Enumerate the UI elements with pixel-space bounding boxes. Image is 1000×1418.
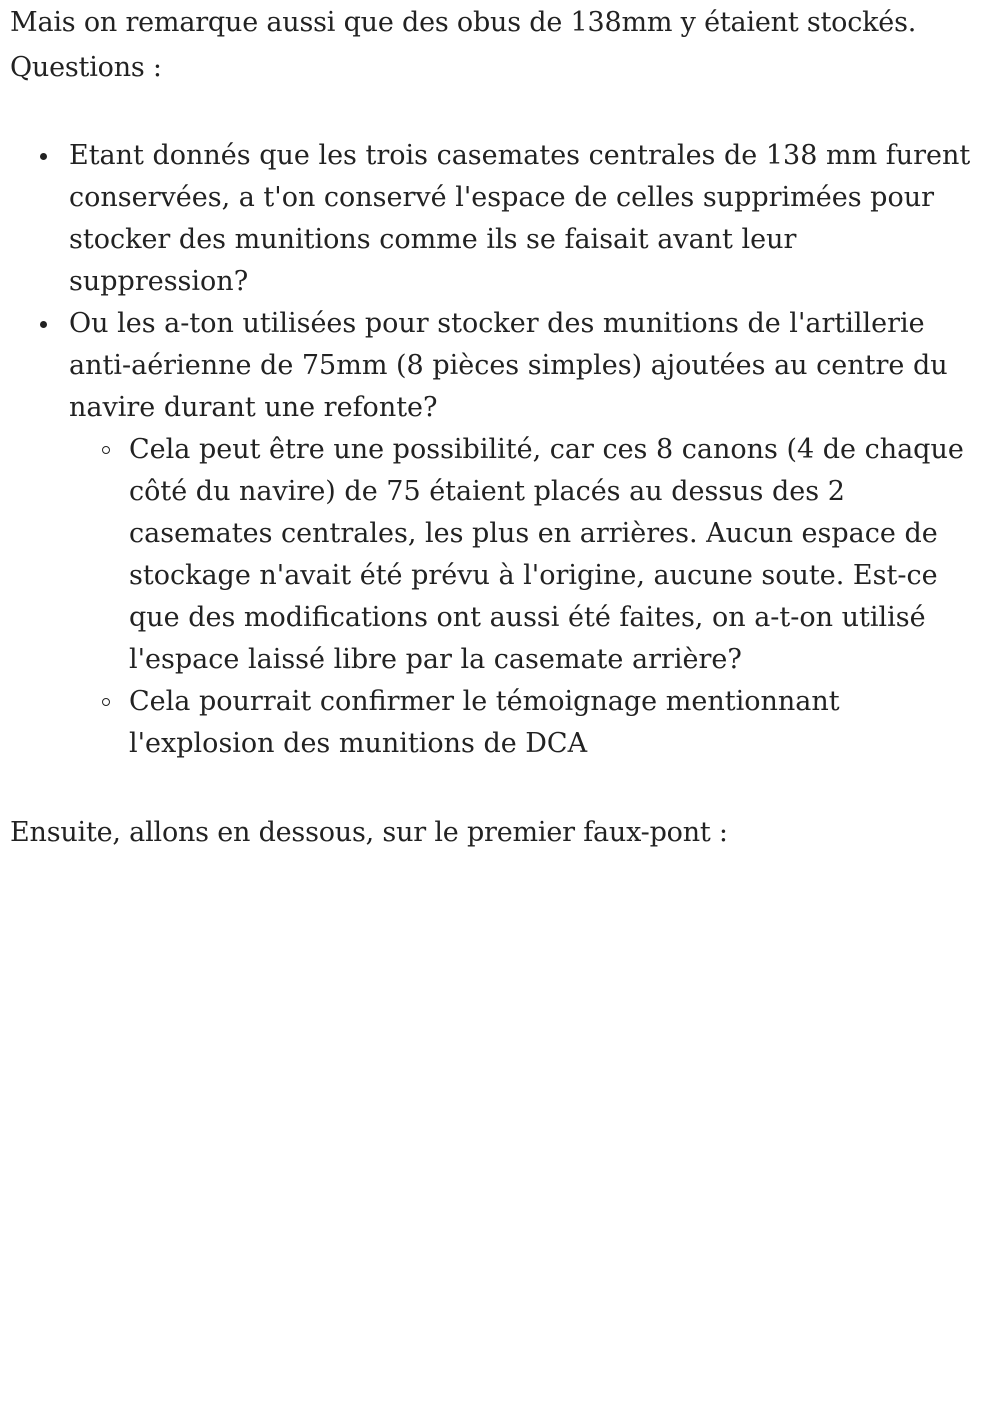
questions-heading: Questions : [10,52,162,83]
question-text-2: Ou les a-ton utilisées pour stocker des munitions de l'artillerie anti-aérienne de 75mm (8 pièces simples) ajoutées au centre du navire durant une refonte? [69,308,948,423]
questions-list [0,135,1000,765]
sub-item-1 [69,429,979,681]
question-2-sublist [69,429,979,765]
sub-item-text-1: Cela peut être une possibilité, car ces 8 canons (4 de chaque côté du navire) de 75 étaient placés au dessus des 2 casemates centrales, les plus en arrières. Aucun espace de stockage n'avait été prévu à l'origine, aucune soute. Est-ce que des modifications ont aussi été faites, on a-t-on utilisé l'espace laissé libre par la casemate arrière? [129,434,964,675]
outro-paragraph: Ensuite, allons en dessous, sur le premier faux-pont : [10,817,728,848]
sub-item-2 [69,681,979,765]
sub-item-text-2: Cela pourrait confirmer le témoignage mentionnant l'explosion des munitions de DCA [129,686,840,759]
question-item-1 [0,135,979,303]
question-text-1: Etant donnés que les trois casemates centrales de 138 mm furent conservées, a t'on conservé l'espace de celles supprimées pour stocker des munitions comme ils se faisait avant leur suppression? [69,140,971,297]
intro-line-1: Mais on remarque aussi que des obus de 138mm y étaient stockés. [10,7,917,38]
question-item-2 [0,303,979,765]
